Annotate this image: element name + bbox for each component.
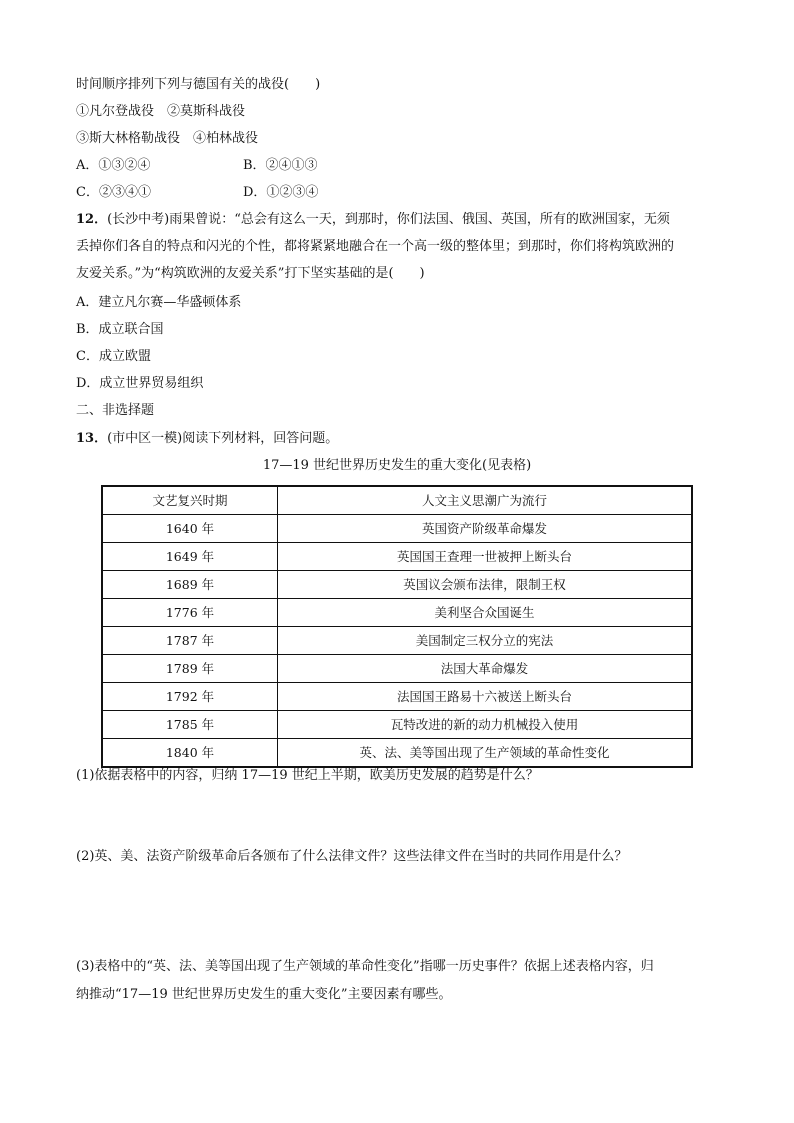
table-cell-event: 人文主义思潮广为流行 — [278, 486, 693, 515]
table-cell-event: 英国议会颁布法律，限制王权 — [278, 571, 693, 599]
q12-line-1 — [76, 211, 670, 229]
table-row — [102, 739, 692, 768]
q13-intro: (市中区一模)阅读下列材料，回答问题。 — [107, 431, 339, 446]
q12-choice-d: D．成立世界贸易组织 — [76, 376, 204, 391]
q12-line-2: 丢掉你们各自的特点和闪光的个性，都将紧紧地融合在一个高一级的整体里；到那时，你们将构筑欧洲的 — [76, 239, 675, 254]
table-cell-event: 英国资产阶级革命爆发 — [278, 515, 693, 543]
table-cell-period: 文艺复兴时期 — [102, 486, 278, 515]
table-cell-event: 英国国王查理一世被押上断头台 — [278, 543, 693, 571]
table-cell-period: 1840 年 — [102, 739, 278, 768]
table-row — [102, 599, 692, 627]
table-cell-event: 美利坚合众国诞生 — [278, 599, 693, 627]
table-cell-period: 1640 年 — [102, 515, 278, 543]
q12-choice-c: C．成立欧盟 — [76, 349, 151, 364]
q13-sub-question-1: (1)依据表格中的内容，归纳 17—19 世纪上半期，欧美历史发展的趋势是什么？ — [76, 768, 539, 783]
q11-options-line-2: ③斯大林格勒战役 ④柏林战役 — [76, 131, 259, 146]
q13-sub-question-3-line-2: 纳推动“17—19 世纪世界历史发生的重大变化”主要因素有哪些。 — [76, 987, 452, 1002]
section-title: 二、非选择题 — [76, 403, 155, 418]
q11-choice-d: D．①②③④ — [243, 185, 319, 200]
table-cell-event: 美国制定三权分立的宪法 — [278, 627, 693, 655]
q11-choice-b: B．②④①③ — [243, 158, 318, 173]
q13-intro-line — [76, 430, 338, 448]
table-row — [102, 627, 692, 655]
table-cell-event: 瓦特改进的新的动力机械投入使用 — [278, 711, 693, 739]
q13-sub-question-2: (2)英、美、法资产阶级革命后各颁布了什么法律文件？这些法律文件在当时的共同作用是什么？ — [76, 849, 628, 864]
table-cell-period: 1792 年 — [102, 683, 278, 711]
table-row — [102, 683, 692, 711]
q11-stem: 时间顺序排列下列与德国有关的战役( ) — [76, 77, 321, 92]
table-cell-period: 1789 年 — [102, 655, 278, 683]
table-cell-event: 法国国王路易十六被送上断头台 — [278, 683, 693, 711]
table-row — [102, 655, 692, 683]
q11-options-line-1: ①凡尔登战役 ②莫斯科战役 — [76, 104, 246, 119]
table-cell-period: 1787 年 — [102, 627, 278, 655]
q12-number: 12． — [76, 212, 108, 227]
q11-choice-a: A．①③②④ — [76, 158, 151, 173]
q11-choice-c: C．②③④① — [76, 185, 151, 200]
history-table — [101, 485, 693, 768]
table-row — [102, 571, 692, 599]
q12-line-3: 友爱关系。”为“构筑欧洲的友爱关系”打下坚实基础的是( ) — [76, 266, 425, 281]
table-row — [102, 515, 692, 543]
table-row — [102, 486, 692, 515]
table-cell-period: 1649 年 — [102, 543, 278, 571]
table-cell-period: 1776 年 — [102, 599, 278, 627]
q12-choice-a: A．建立凡尔赛—华盛顿体系 — [76, 295, 242, 310]
table-caption: 17—19 世纪世界历史发生的重大变化(见表格) — [262, 458, 532, 473]
q12-choice-b: B．成立联合国 — [76, 322, 164, 337]
table-cell-event: 法国大革命爆发 — [278, 655, 693, 683]
table-row — [102, 711, 692, 739]
q13-sub-question-3-line-1: (3)表格中的“英、法、美等国出现了生产领域的革命性变化”指哪一历史事件？依据上述表格内容，归 — [76, 959, 654, 974]
q12-line-1-text: (长沙中考)雨果曾说：“总会有这么一天，到那时，你们法国、俄国、英国，所有的欧洲国家，无须 — [107, 212, 670, 227]
table-cell-period: 1689 年 — [102, 571, 278, 599]
table-cell-period: 1785 年 — [102, 711, 278, 739]
q13-number: 13． — [76, 431, 108, 446]
table-row — [102, 543, 692, 571]
table-cell-event: 英、法、美等国出现了生产领域的革命性变化 — [278, 739, 693, 768]
